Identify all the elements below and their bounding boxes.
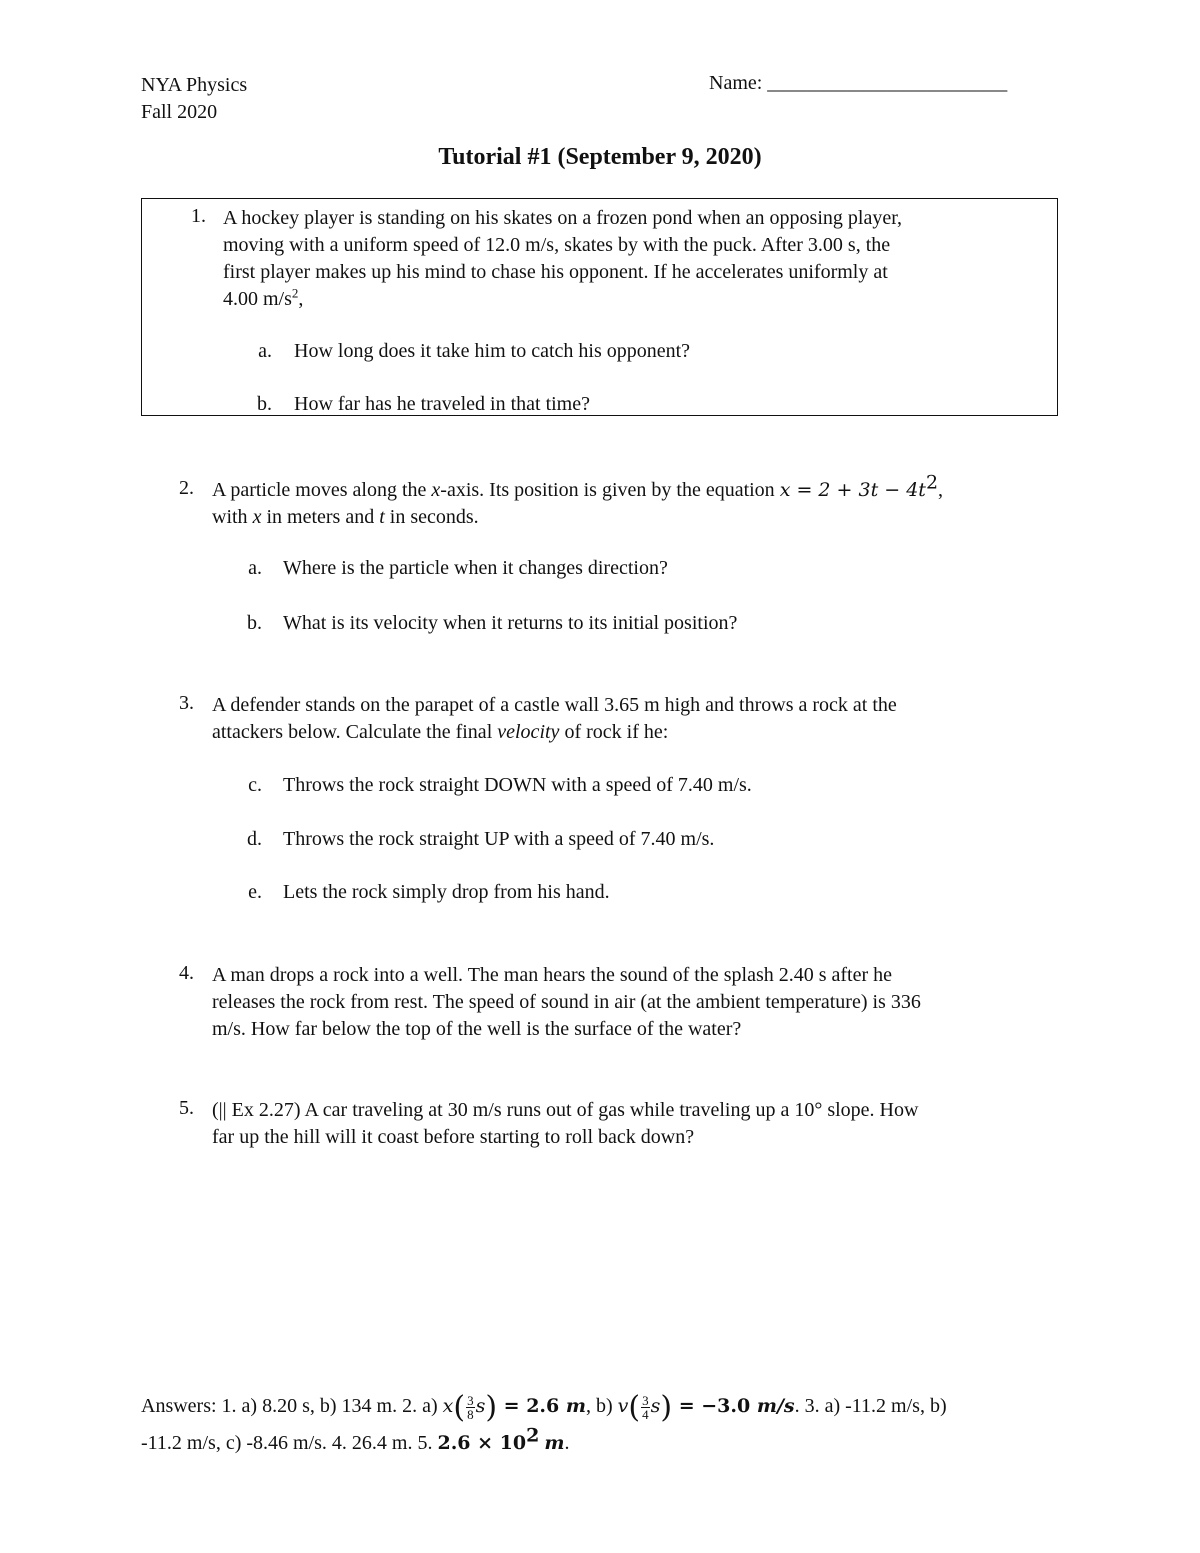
question-number: 2. (179, 477, 194, 499)
part-letter: b. (257, 393, 272, 415)
part-letter: e. (248, 881, 262, 903)
question-5-text (212, 1097, 918, 1151)
part-text: Throws the rock straight UP with a speed of 7.40 m/s. (283, 828, 715, 850)
part-letter: a. (258, 340, 272, 362)
question-1-line: A hockey player is standing on his skates on a frozen pond when an opposing player, (223, 207, 903, 229)
question-2-line: with x in meters and t in seconds. (212, 506, 479, 528)
question-3-line: attackers below. Calculate the final velocity of rock if he: (212, 721, 669, 743)
question-1-line: first player makes up his mind to chase his opponent. If he accelerates uniformly at (223, 261, 888, 283)
course-name: NYA Physics (141, 74, 248, 96)
part-text: Where is the particle when it changes direction? (283, 557, 668, 579)
part-text: Throws the rock straight DOWN with a speed of 7.40 m/s. (283, 774, 752, 796)
answers-line-2: -11.2 m/s, c) -8.46 m/s. 4. 26.4 m. 5. $2.6 \times 10^2$ m. (141, 1424, 570, 1454)
question-4-line: releases the rock from rest. The speed of sound in air (at the ambient temperature) is 336 (212, 991, 921, 1013)
question-1-text (223, 205, 902, 313)
question-number: 1. (191, 205, 206, 227)
question-number: 5. (179, 1097, 194, 1119)
fraction: $\frac{3}{8}$ (467, 1393, 474, 1422)
page-title: Tutorial #1 (September 9, 2020) (438, 144, 762, 170)
question-2-text (212, 471, 944, 531)
answers-line-1: Answers: 1. a) 8.20 s, b) 134 m. 2. a) x( $\frac{3}{8}$ s) = 2.6 m, b) v( $\frac{3}{4}$ s) = −3.0 m/s. 3. a) -11.2 m/s, b) (141, 1390, 947, 1425)
question-3-text (212, 692, 897, 746)
part-text: Lets the rock simply drop from his hand. (283, 881, 610, 903)
part-text: How far has he traveled in that time? (294, 393, 590, 415)
question-5-line: (|| Ex 2.27) A car traveling at 30 m/s runs out of gas while traveling up a 10° slope. How (212, 1099, 919, 1121)
question-1-line: 4.00 $m/s^2$, (223, 285, 304, 310)
question-3-line: A defender stands on the parapet of a castle wall 3.65 m high and throws a rock at the (212, 694, 897, 716)
position-equation: x = 2 + 3t − 4t (779, 479, 926, 501)
question-number: 3. (179, 692, 194, 714)
part-text: How long does it take him to catch his opponent? (294, 340, 691, 362)
name-field-label: Name: ________________________ (709, 72, 1008, 94)
question-1-line: moving with a uniform speed of 12.0 m/s, skates by with the puck. After 3.00 s, the (223, 234, 891, 256)
part-letter: a. (248, 557, 262, 579)
question-5-line: far up the hill will it coast before starting to roll back down? (212, 1126, 695, 1148)
question-4-line: m/s. How far below the top of the well is the surface of the water? (212, 1018, 742, 1040)
part-letter: b. (247, 612, 262, 634)
part-letter: c. (248, 774, 262, 796)
part-letter: d. (247, 828, 262, 850)
course-header (141, 72, 247, 126)
question-4-line: A man drops a rock into a well. The man hears the sound of the splash 2.40 s after he (212, 964, 893, 986)
fraction: $\frac{3}{4}$ (642, 1393, 649, 1422)
question-number: 4. (179, 962, 194, 984)
term: Fall 2020 (141, 101, 218, 123)
part-text: What is its velocity when it returns to its initial position? (283, 612, 738, 634)
question-4-text (212, 962, 921, 1043)
question-2-line: A particle moves along the x-axis. Its position is given by the equation $x = 2 + 3t - 4t^2$, (212, 471, 944, 501)
